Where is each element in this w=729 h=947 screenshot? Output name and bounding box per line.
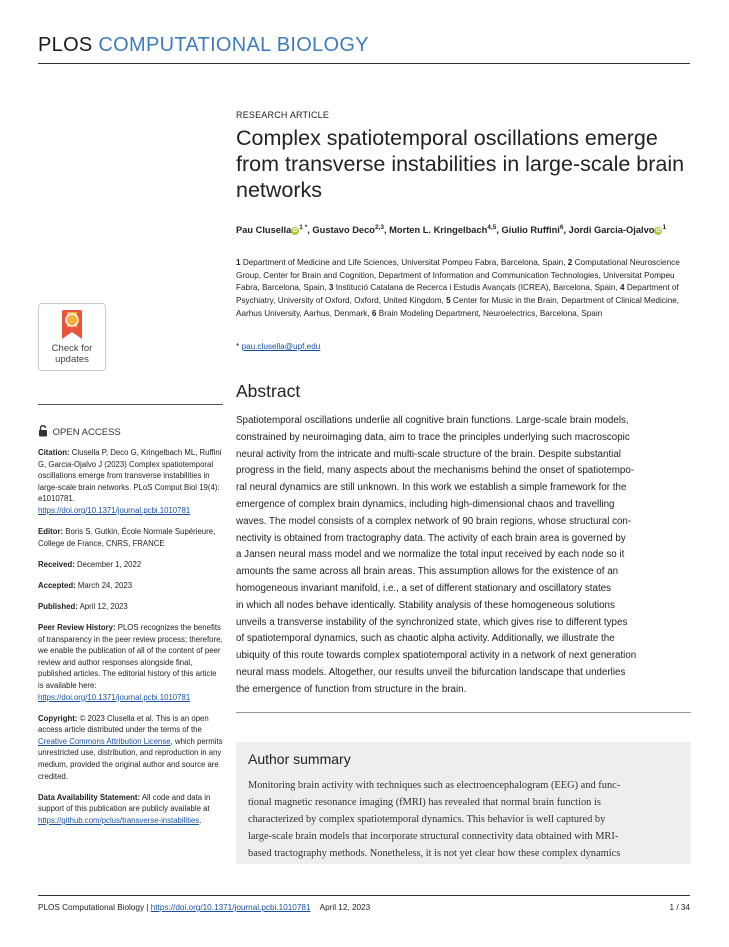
journal-logo-name: COMPUTATIONAL BIOLOGY [98,34,369,56]
citation-doi-link[interactable]: https://doi.org/10.1371/journal.pcbi.1010781 [38,505,191,515]
affiliation-text: Brain Modeling Department, Neuroelectrics, Barcelona, Spain [378,308,603,318]
open-access-text: OPEN ACCESS [52,427,121,438]
data-availability-end: . [199,815,202,825]
badge-text [39,344,105,365]
orcid-icon[interactable]: iD [292,227,298,234]
abstract-line: unveils a transverse instability of the synchronized state, which gives rise to different types [236,616,628,628]
author-summary-line: based tractography methods. Nonetheless, it is not yet clear how these complex dynamics [248,848,621,859]
abstract-line: neural activity from the intricate and multi-scale structure of the brain. Despite substantial [236,448,621,460]
published-label: Published: [38,601,78,611]
journal-logo-plos: PLOS [38,34,93,56]
peer-review-link[interactable]: https://doi.org/10.1371/journal.pcbi.1010781 [38,692,191,702]
data-availability-text: All code and data in support of this publication are publicly available at [38,792,211,814]
accepted-label: Accepted: [38,580,76,590]
asterisk: * [236,342,242,351]
abstract-line: in which all nodes behave identically. Stability analysis of these homogeneous solutions [236,599,615,611]
sidebar-divider [38,404,223,405]
corresponding-email-link[interactable]: pau.clusella@upf.edu [241,342,321,351]
peer-review-label: Peer Review History: [38,623,116,633]
abstract-line: ubiquity of this route towards complex spatiotemporal activity in a network of next generation [236,650,637,662]
abstract-line: the emergence of function from structure in the brain. [236,683,467,695]
footer-divider [38,895,690,896]
author-summary-box [236,742,691,864]
citation-label: Citation: [38,448,70,457]
data-availability-label: Data Availability Statement: [38,792,141,802]
open-access-label [38,425,121,440]
affiliation-number: 6 [371,308,379,318]
author-name: Pau Clusella [236,225,292,236]
author-summary-body [248,777,685,862]
page-number: 1 / 34 [669,903,690,912]
author-affiliation-marker: 2,3 [374,224,384,231]
copyright-text-1: © 2023 Clusella et al. This is an open access article distributed under the terms of the [38,713,209,735]
author-summary-line: characterized by complex spatiotemporal dynamics. This behavior is well captured by [248,814,606,825]
abstract-line: neural mass models. Altogether, our results unveil the bifurcation landscape that underlies [236,666,626,678]
author-summary-line: large-scale brain models that incorporate structural connectivity data obtained with MRI- [248,831,619,842]
affiliation-number: 3 [328,283,336,293]
received [38,559,224,571]
affiliation-text: Department of Psychiatry, University of Oxford, Oxford, United Kingdom, [236,283,679,306]
author-affiliation-marker: 4,5 [487,224,497,231]
badge-line-1: Check for [51,343,93,354]
author-name: Giulio Ruffini [501,225,560,236]
accepted-date: March 24, 2023 [77,580,133,590]
abstract-line: ral neural dynamics are still unknown. In this work we establish a simple framework for the [236,482,627,494]
affiliation-number: 4 [619,283,627,293]
abstract-body [236,413,692,699]
license-link[interactable]: Creative Commons Attribution License [38,736,171,746]
author-summary-heading: Author summary [248,751,351,767]
affiliation-number: 5 [446,296,453,306]
corresponding-author [236,342,320,351]
copyright [38,713,224,783]
received-label: Received: [38,559,75,569]
author-name: Morten L. Kringelbach [389,225,488,236]
affiliations [236,257,692,321]
editor-label: Editor: [38,527,64,537]
author-affiliation-marker: 1 [662,224,667,231]
affiliation-number: 1 [236,258,243,267]
abstract-line: a Jansen neural mass model and we normalize the total input received by each node so it [236,549,625,561]
peer-review [38,622,224,703]
affiliation-text: Department of Medicine and Life Sciences, Universitat Pompeu Fabra, Barcelona, Spain, [242,258,568,267]
author-affiliation-marker: 6 [559,224,564,231]
peer-review-text: PLOS recognizes the benefits of transparency in the peer review process; therefore, we enable the publication of all of the content of peer review and author responses alongside final, published articles. The editorial history of this article is available here: [38,623,223,690]
published [38,601,224,613]
open-lock-icon [38,425,50,440]
author-affiliation-marker: 1 * [299,224,308,231]
article-type: RESEARCH ARTICLE [236,110,330,120]
received-date: December 1, 2022 [77,559,142,569]
author-summary-line: tional magnetic resonance imaging (fMRI) has revealed that normal brain function is [248,797,601,808]
journal-logo [38,34,369,57]
abstract-divider [236,712,691,713]
copyright-text-2: , which permits unrestricted use, distribution, and reproduction in any medium, provided the original author and source are credited. [38,736,223,781]
footer-date: April 12, 2023 [319,903,371,912]
badge-line-2: updates [55,353,89,365]
accepted [38,580,224,592]
abstract-line: Spatiotemporal oscillations underlie all cognitive brain functions. Large-scale brain models, [236,415,629,426]
affiliation-number: 2 [567,258,575,267]
author-summary-line: Monitoring brain activity with techniques such as electroencephalogram (EEG) and func- [248,780,621,791]
abstract-line: amounts the same across all brain areas. This assumption allows for the existence of an [236,566,619,578]
abstract-line: progress in the field, many aspects about the mechanisms behind the onset of spatiotempo- [236,465,635,477]
footer-journal: PLOS Computational Biology [38,903,145,912]
header-divider [38,63,690,64]
affiliation-text: Computational Neuroscience Group, Center for Brain and Cognition, Department of Information and Communication Technologies, Universitat Pompeu Fabra, Barcelona, Spain, [236,258,680,293]
abstract-line: homogeneous invariant manifold, i.e., a set of different stationary and oscillatory states [236,582,612,594]
article-metadata [38,447,224,836]
data-availability [38,792,224,827]
bookmark-icon [61,310,83,340]
affiliation-text: Center for Music in the Brain, Department of Clinical Medicine, Aarhus University, Aarhus, Denmark, [236,296,680,318]
editor [38,526,224,549]
abstract-line: nectivity is obtained from tractography data. The activity of each brain area is governed by [236,532,626,544]
abstract-line: constrained by neuroimaging data, aim to trace the principles underlying such macroscopic [236,431,630,443]
author-name: Gustavo Deco [312,225,375,236]
copyright-label: Copyright: [38,713,78,723]
abstract-line: emergence of complex brain dynamics, including high-dimensional chaos and travelling [236,498,615,510]
orcid-icon[interactable]: iD [655,227,661,234]
abstract-line: waves. The model consists of a complex network of 90 brain regions, whose structural con- [236,515,632,527]
published-date: April 12, 2023 [79,601,128,611]
article-title: Complex spatiotemporal oscillations emerge from transverse instabilities in large-scale brain networks [236,126,685,202]
author-name: Jordi Garcia-Ojalvo [568,225,655,236]
footer [38,903,370,912]
citation [38,447,224,517]
footer-separator: | [146,903,149,912]
author-list: Pau Clusella iD $^{1 *}$, Gustavo Deco$^{2,3}$, Morten L. Kringelbach$^{4,5}$, Giulio Ruffini$^6$, Jordi Garcia-Ojalvo iD $^1$ [236,224,667,236]
github-link[interactable]: https://github.com/pclus/transverse-instabilities [38,815,200,825]
abstract-line: of spatiotemporal dynamics, such as chaotic alpha activity. Additionally, we illustrate the [236,633,615,645]
editor-text: Boris S. Gutkin, École Normale Supérieure, College de France, CNRS, FRANCE [38,527,216,548]
footer-doi-link[interactable]: https://doi.org/10.1371/journal.pcbi.1010781 [150,903,311,912]
abstract-heading: Abstract [236,381,301,401]
check-for-updates-badge[interactable] [38,303,106,371]
citation-text: Clusella P, Deco G, Kringelbach ML, Ruffini G, Garcia-Ojalvo J (2023) Complex spatiotemporal oscillations emerge from transverse instabilities in large-scale brain networks. PLoS Comput Biol 19(4): e1010781. [38,448,222,504]
affiliation-text: Institució Catalana de Recerca i Estudis Avançats (ICREA), Barcelona, Spain, [335,283,620,293]
